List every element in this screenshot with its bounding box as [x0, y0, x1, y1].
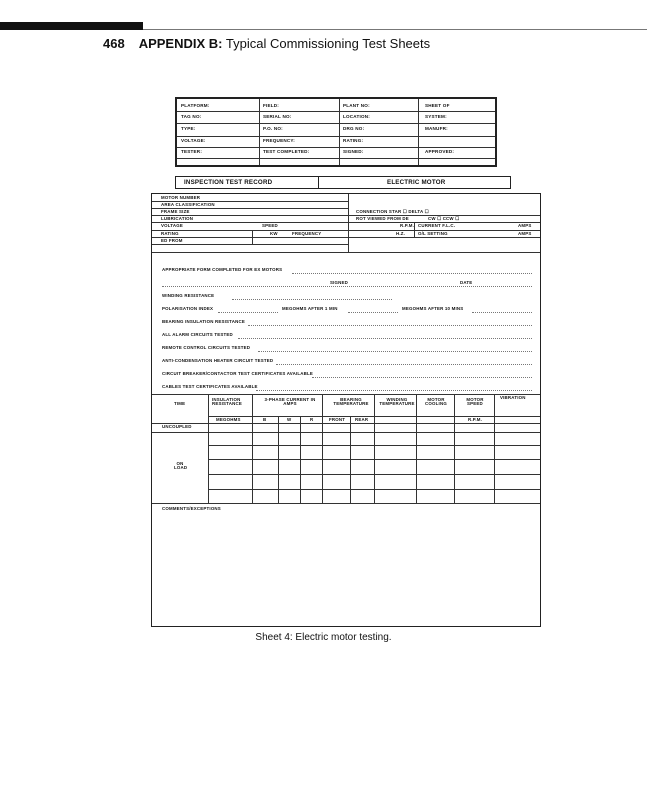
- voltage-label: VOLTAGE: [161, 223, 183, 228]
- table-header-insulation: INSULATION RESISTANCE: [212, 397, 242, 407]
- appendix-title: Typical Commissioning Test Sheets: [225, 36, 431, 51]
- grid-cell: P.O. NO:: [263, 126, 283, 131]
- grid-cell: FIELD:: [263, 103, 279, 108]
- row-label-uncoupled: UNCOUPLED: [162, 424, 192, 429]
- running-header: [103, 36, 430, 51]
- lubrication-label: LUBRICATION: [161, 216, 194, 221]
- check-ex-form: APPROPRIATE FORM COMPLETED FOR EX MOTORS: [162, 267, 283, 272]
- amps-label: AMPS: [518, 231, 532, 236]
- form-title: INSPECTION TEST RECORD: [184, 179, 273, 186]
- header-bar: [0, 22, 143, 30]
- grid-cell: RATING:: [343, 138, 364, 143]
- table-header-cooling: MOTOR COOLING: [425, 397, 447, 407]
- check-anti-condensation: ANTI-CONDENSATION HEATER CIRCUIT TESTED: [162, 358, 274, 363]
- title-bar-right: [318, 176, 511, 189]
- title-bar-left: [175, 176, 319, 189]
- identification-grid: [175, 97, 497, 167]
- grid-cell: SERIAL NO:: [263, 114, 292, 119]
- grid-cell: FREQUENCY:: [263, 138, 296, 143]
- connection-label: CONNECTION STAR ☐ DELTA ☐: [356, 209, 429, 214]
- grid-cell: TAG NO:: [181, 114, 202, 119]
- ol-setting-label: O/L SETTING: [418, 231, 448, 236]
- table-header-vibration: VIBRATION: [500, 395, 526, 400]
- table-header-winding: WINDING TEMPERATURE: [379, 397, 415, 407]
- amps-label: AMPS: [518, 223, 532, 228]
- equipment-title: ELECTRIC MOTOR: [387, 179, 446, 186]
- table-header-current: 3-PHASE CURRENT IN AMPS: [264, 397, 316, 407]
- signed-label: SIGNED: [330, 280, 349, 285]
- check-winding-resistance: WINDING RESISTANCE: [162, 293, 215, 298]
- grid-cell: SYSTEM:: [425, 114, 447, 119]
- check-remote-control: REMOTE CONTROL CIRCUITS TESTED: [162, 345, 251, 350]
- check-polarisation-index: POLARISATION INDEX: [162, 306, 214, 311]
- row-label-on-load: ON LOAD: [174, 461, 188, 471]
- table-header-front: FRONT: [329, 417, 346, 422]
- grid-cell: TESTER:: [181, 149, 203, 154]
- grid-cell: TYPE:: [181, 126, 196, 131]
- table-header-time: TIME: [174, 401, 186, 406]
- megohms-1min-label: MEGOHMS AFTER 1 MIN: [282, 306, 338, 311]
- grid-cell: SIGNED:: [343, 149, 364, 154]
- check-bearing-insulation: BEARING INSULATION RESISTANCE: [162, 319, 245, 324]
- grid-cell: TEST COMPLETED:: [263, 149, 310, 154]
- grid-cell: MANUFR:: [425, 126, 448, 131]
- current-flc-label: CURRENT F.L.C.: [418, 223, 456, 228]
- grid-cell: APPROVED:: [425, 149, 455, 154]
- main-form: [151, 193, 541, 627]
- date-label: DATE: [460, 280, 473, 285]
- comments-label: COMMENTS/EXCEPTIONS: [162, 506, 221, 511]
- figure-caption: Sheet 4: Electric motor testing.: [255, 632, 392, 643]
- cw-ccw-label: CW ☐ CCW ☐: [428, 216, 460, 221]
- rating-label: RATING: [161, 231, 179, 236]
- appendix-label: APPENDIX B:: [138, 36, 223, 51]
- table-header-megohms: MEGOHMS: [216, 417, 241, 422]
- megohms-10min-label: MEGOHMS AFTER 10 MINS: [402, 306, 464, 311]
- grid-cell: PLANT NO:: [343, 103, 370, 108]
- table-header-rpm: R.P.M.: [468, 417, 483, 422]
- table-header-bearing: BEARING TEMPERATURE: [333, 397, 369, 407]
- page-number: 468: [103, 36, 125, 51]
- table-header-speed: MOTOR SPEED: [466, 397, 484, 407]
- area-classification-label: AREA CLASSIFICATION: [161, 202, 215, 207]
- frequency-label: FREQUENCY: [292, 231, 322, 236]
- grid-cell: LOCATION:: [343, 114, 370, 119]
- grid-cell: VOLTAGE:: [181, 138, 206, 143]
- table-header-w: W: [287, 417, 292, 422]
- frame-size-label: FRAME SIZE: [161, 209, 190, 214]
- table-header-r: R: [310, 417, 314, 422]
- grid-cell: PLATFORM:: [181, 103, 210, 108]
- check-alarm-circuits: ALL ALARM CIRCUITS TESTED: [162, 332, 233, 337]
- check-cable-certs: CABLES TEST CERTIFICATES AVAILABLE: [162, 384, 258, 389]
- table-header-rear: REAR: [355, 417, 369, 422]
- hz-label: H.Z.: [396, 231, 406, 236]
- header-rule: [143, 29, 647, 30]
- rpm-label: R.P.M.: [400, 223, 415, 228]
- rot-viewed-label: ROT VIEWED FROM DE: [356, 216, 409, 221]
- speed-label: SPEED: [262, 223, 278, 228]
- table-header-b: B: [263, 417, 267, 422]
- motor-number-label: MOTOR NUMBER: [161, 195, 201, 200]
- kw-label: KW: [270, 231, 278, 236]
- ed-from-label: ED FROM: [161, 238, 183, 243]
- grid-cell: SHEET OF: [425, 103, 450, 108]
- check-breaker-certs: CIRCUIT BREAKER/CONTACTOR TEST CERTIFICATES AVAILABLE: [162, 371, 314, 376]
- grid-cell: DRG NO:: [343, 126, 365, 131]
